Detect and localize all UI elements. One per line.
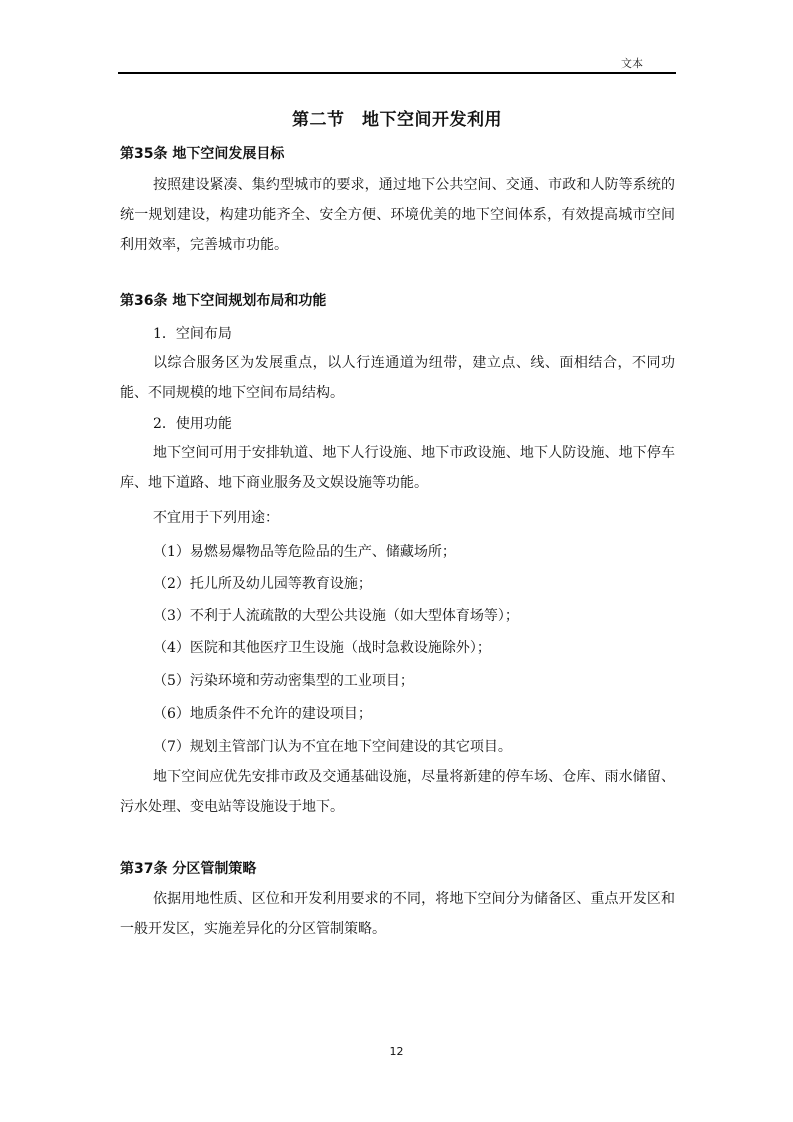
list-item: （3）不利于人流疏散的大型公共设施（如大型体育场等）； — [153, 608, 519, 624]
article-35-paragraph: 按照建设紧凑、集约型城市的要求，通过地下公共空间、交通、市政和人防等系统的统一规划建设，构建功能齐全、安全方便、环境优美的地下空间体系，有效提高城市空间利用效率，完善城市功能。 — [120, 177, 675, 253]
article-35-heading: 第35条 地下空间发展目标 — [120, 146, 285, 162]
article-36-closing: 地下空间应优先安排市政及交通基础设施，尽量将新建的停车场、仓库、雨水储留、污水处理、变电站等设施设于地下。 — [120, 769, 675, 815]
unsuitable-intro: 不宜用于下列用途： — [153, 510, 279, 526]
header-label: 文本 — [621, 57, 643, 70]
section-title: 第二节 地下空间开发利用 — [292, 110, 502, 130]
sub-1-title: 1．空间布局 — [153, 326, 232, 342]
list-item: （6）地质条件不允许的建设项目； — [153, 706, 372, 722]
article-37-heading: 第37条 分区管制策略 — [120, 861, 257, 877]
list-item: （4）医院和其他医疗卫生设施（战时急救设施除外）； — [153, 640, 491, 656]
sub-2-title: 2．使用功能 — [153, 416, 232, 432]
sub-1-text: 以综合服务区为发展重点，以人行连通道为纽带，建立点、线、面相结合，不同功能、不同规模的地下空间布局结构。 — [120, 355, 675, 401]
list-item: （2）托儿所及幼儿园等教育设施； — [153, 576, 372, 592]
article-36-heading: 第36条 地下空间规划布局和功能 — [120, 293, 327, 309]
sub-2-text: 地下空间可用于安排轨道、地下人行设施、地下市政设施、地下人防设施、地下停车库、地下道路、地下商业服务及文娱设施等功能。 — [120, 445, 675, 491]
article-37-paragraph: 依据用地性质、区位和开发利用要求的不同，将地下空间分为储备区、重点开发区和一般开发区，实施差异化的分区管制策略。 — [120, 891, 675, 937]
list-item: （5）污染环境和劳动密集型的工业项目； — [153, 673, 414, 689]
page-number: 12 — [389, 1045, 404, 1058]
header-rule — [118, 72, 676, 74]
list-item: （7）规划主管部门认为不宜在地下空间建设的其它项目。 — [153, 739, 512, 755]
list-item: （1）易燃易爆物品等危险品的生产、储藏场所； — [153, 544, 456, 560]
